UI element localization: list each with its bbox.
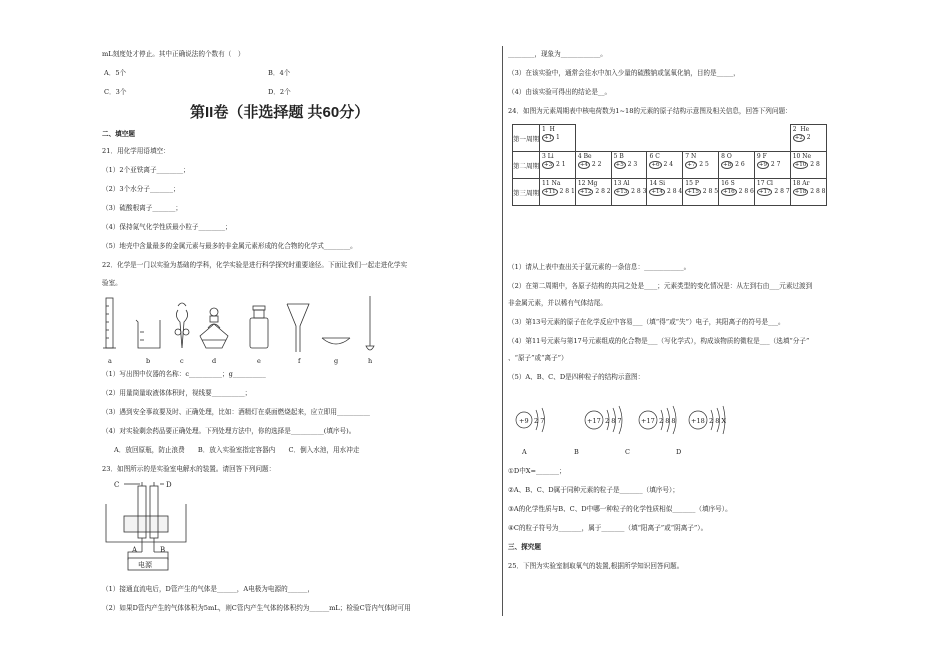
crucible-tongs-icon <box>175 303 189 348</box>
q20-option-a: A．5个 <box>104 69 127 77</box>
q24-item: （1）请从上表中查出关于氩元素的一条信息：____________。 <box>508 263 691 271</box>
q20-option-b: B．4个 <box>268 69 291 77</box>
section-title: 第II卷（非选择题 共60分） <box>190 104 370 121</box>
particle-d-label: D <box>676 448 682 456</box>
electrolysis-apparatus-figure <box>102 480 192 574</box>
electrode-label-a: A <box>132 546 138 554</box>
element-cell: 5 B +5 2 3 <box>611 152 647 179</box>
q22-item: （1）写出图中仪器的名称：c__________；g__________ <box>102 370 266 378</box>
q23-continued: ________，现象为____________。 <box>508 50 607 58</box>
q24-5-item: ③A的化学性质与B、C、D中哪一种粒子的化学性质相似_______（填序号）。 <box>508 505 732 513</box>
particle-b-electrons: 2 8 7 <box>605 417 622 425</box>
element-cell: 12 Mg +12 2 8 2 <box>575 179 611 206</box>
q20-tail: mL刻度处才停止。其中正确说法的个数有（ ） <box>102 50 245 58</box>
q22-stem-line2: 验室。 <box>102 279 122 287</box>
graduated-cylinder-icon <box>103 298 116 348</box>
particle-d-electrons: 2 8 X <box>709 417 727 425</box>
label-d: d <box>212 357 217 365</box>
label-f: f <box>298 357 301 365</box>
label-c: c <box>180 357 184 365</box>
beaker-icon <box>136 320 160 348</box>
q23-stem: 23．如图所示的是实验室电解水的装置。请回答下列问题： <box>102 465 276 473</box>
combustion-spoon-icon <box>366 296 374 350</box>
element-cell: 11 Na +11 2 8 1 <box>540 179 576 206</box>
periodic-table <box>512 124 827 206</box>
q21-item: （5）地壳中含量最多的金属元素与最多的非金属元素形成的化合物的化学式________。 <box>102 242 357 250</box>
element-cell: 9 F +9 2 7 <box>754 152 790 179</box>
element-cell: 15 P +15 2 8 5 <box>683 179 719 206</box>
q23-item: （3）在该实验中，通常会往水中加入少量的硫酸钠或氢氧化钠，目的是_____， <box>508 69 740 77</box>
particle-c-electrons: 2 8 8 <box>659 417 676 425</box>
label-g: g <box>334 357 339 365</box>
q22-item: （2）用量筒量取液体体积时，视线要__________； <box>102 389 252 397</box>
particle-a-label: A <box>522 448 527 456</box>
particle-a-core: +9 <box>519 417 529 425</box>
lab-equipment-figure <box>102 292 392 368</box>
particle-a-electrons: 2 7 <box>534 417 545 425</box>
label-h: h <box>368 357 373 365</box>
q24-item: （5）A、B、C、D是四种粒子的结构示意图： <box>508 373 645 381</box>
power-supply-label: 电源 <box>138 561 152 569</box>
element-cell: 17 Cl +17 2 8 7 <box>754 179 790 206</box>
q21-stem: 21．用化学用语填空： <box>102 147 170 155</box>
q24-5-item: ④C的粒子符号为_______，属于_______（填“阳离子”或“阴离子”）。 <box>508 524 708 532</box>
q24-stem: 24．如图为元素周期表中核电荷数为1~18的元素的原子结构示意图及相关信息，回答下列问题： <box>508 107 792 115</box>
particle-d-core: +18 <box>691 417 705 425</box>
q24-item: （4）第11号元素与第17号元素组成的化合物是___（写化学式），构成该物质的微粒是___（选填“分子” <box>508 337 810 345</box>
q20-option-d: D．2个 <box>268 88 291 96</box>
funnel-icon <box>287 304 309 352</box>
period-2-header: 第二周期 <box>513 152 540 179</box>
q21-item: （3）硫酸根离子_______； <box>102 204 183 212</box>
q24-5-item: ②A、B、C、D属于同种元素的粒子是_______（填序号）； <box>508 486 679 494</box>
element-cell: 4 Be +4 2 2 <box>575 152 611 179</box>
element-cell: 7 N +7 2 5 <box>683 152 719 179</box>
q21-item: （1）2个亚铁离子________； <box>102 166 190 174</box>
q23-item: （2）如果D管内产生的气体体积为5mL，则C管内产生气体的体积约为______mL；检验C管内气体时可用 <box>102 604 411 612</box>
electrode-label-b: B <box>160 546 166 554</box>
q21-item: （2）3个水分子_______； <box>102 185 180 193</box>
q23-item: （4）由该实验可得出的结论是__。 <box>508 88 612 96</box>
column-divider <box>502 46 503 616</box>
q22-item: （3）遇到安全事故要及时、正确处理，比如：酒精灯在桌面燃烧起来，应立即用__________ <box>102 408 370 416</box>
label-e: e <box>257 357 261 365</box>
q24-item: （3）第13号元素的原子在化学反应中容易___（填“得”或“失”）电子，其阳离子的符号是___。 <box>508 318 785 326</box>
particle-c-core: +17 <box>641 417 655 425</box>
fill-heading: 二、填空题 <box>102 130 135 138</box>
q23-item: （1）接通直流电后，D管产生的气体是______，A电极为电源的______， <box>102 585 315 593</box>
element-cell: 13 Al +13 2 8 3 <box>611 179 647 206</box>
element-cell: 14 Si +14 2 8 4 <box>647 179 683 206</box>
particle-structure-figure <box>508 388 728 460</box>
evaporating-dish-icon <box>322 338 350 344</box>
q24-item: （2）在第二周期中，各原子结构的共同之处是____；元素类型的变化情况是：从左到右由___元素过渡到 <box>508 282 813 290</box>
element-cell: 1 H +1 1 <box>540 125 576 152</box>
q22-stem-line1: 22．化学是一门以实验为基础的学科，化学实验是进行科学探究时重要途径。下面让我们一起走进化学实 <box>102 261 408 269</box>
tube-label-d: D <box>166 481 172 489</box>
q25-stem: 25．下图为实验室制取氧气的装置,根据所学知识回答问题。 <box>508 562 684 570</box>
particle-c-label: C <box>625 448 630 456</box>
element-cell: 10 Ne +10 2 8 <box>790 152 826 179</box>
q24-item: 非金属元素，并以稀有气体结尾。 <box>508 299 607 307</box>
element-cell: 2 He +2 2 <box>790 125 826 152</box>
tube-label-c: C <box>114 481 120 489</box>
element-cell: 3 Li +3 2 1 <box>540 152 576 179</box>
label-b: b <box>146 357 151 365</box>
label-a: a <box>108 357 112 365</box>
particle-b-label: B <box>574 448 579 456</box>
element-cell: 16 S +16 2 8 6 <box>719 179 755 206</box>
q24-5-item: ①D中X=_______； <box>508 467 566 475</box>
alcohol-lamp-icon <box>200 308 228 348</box>
reagent-bottle-icon <box>250 306 268 348</box>
particle-b-core: +17 <box>587 417 601 425</box>
q24-item: 、“原子”或“离子”） <box>508 354 568 362</box>
element-cell: 8 O +8 2 6 <box>719 152 755 179</box>
q22-options: A．放回原瓶，防止浪费 B．放入实验室指定容器内 C．倒入水池，用水冲走 <box>114 446 360 454</box>
q22-item: （4）对实验剩余药品要正确处理。下列处理方法中，你的选择是__________(填序号)。 <box>102 427 356 435</box>
element-cell: 6 C +6 2 4 <box>647 152 683 179</box>
element-cell: 18 Ar +18 2 8 8 <box>790 179 826 206</box>
period-1-header: 第一周期 <box>513 125 540 152</box>
q20-option-c: C．3个 <box>104 88 127 96</box>
q21-item: （4）保持氮气化学性质最小粒子________； <box>102 223 232 231</box>
period-3-header: 第三周期 <box>513 179 540 206</box>
explore-heading: 三、探究题 <box>508 543 541 551</box>
